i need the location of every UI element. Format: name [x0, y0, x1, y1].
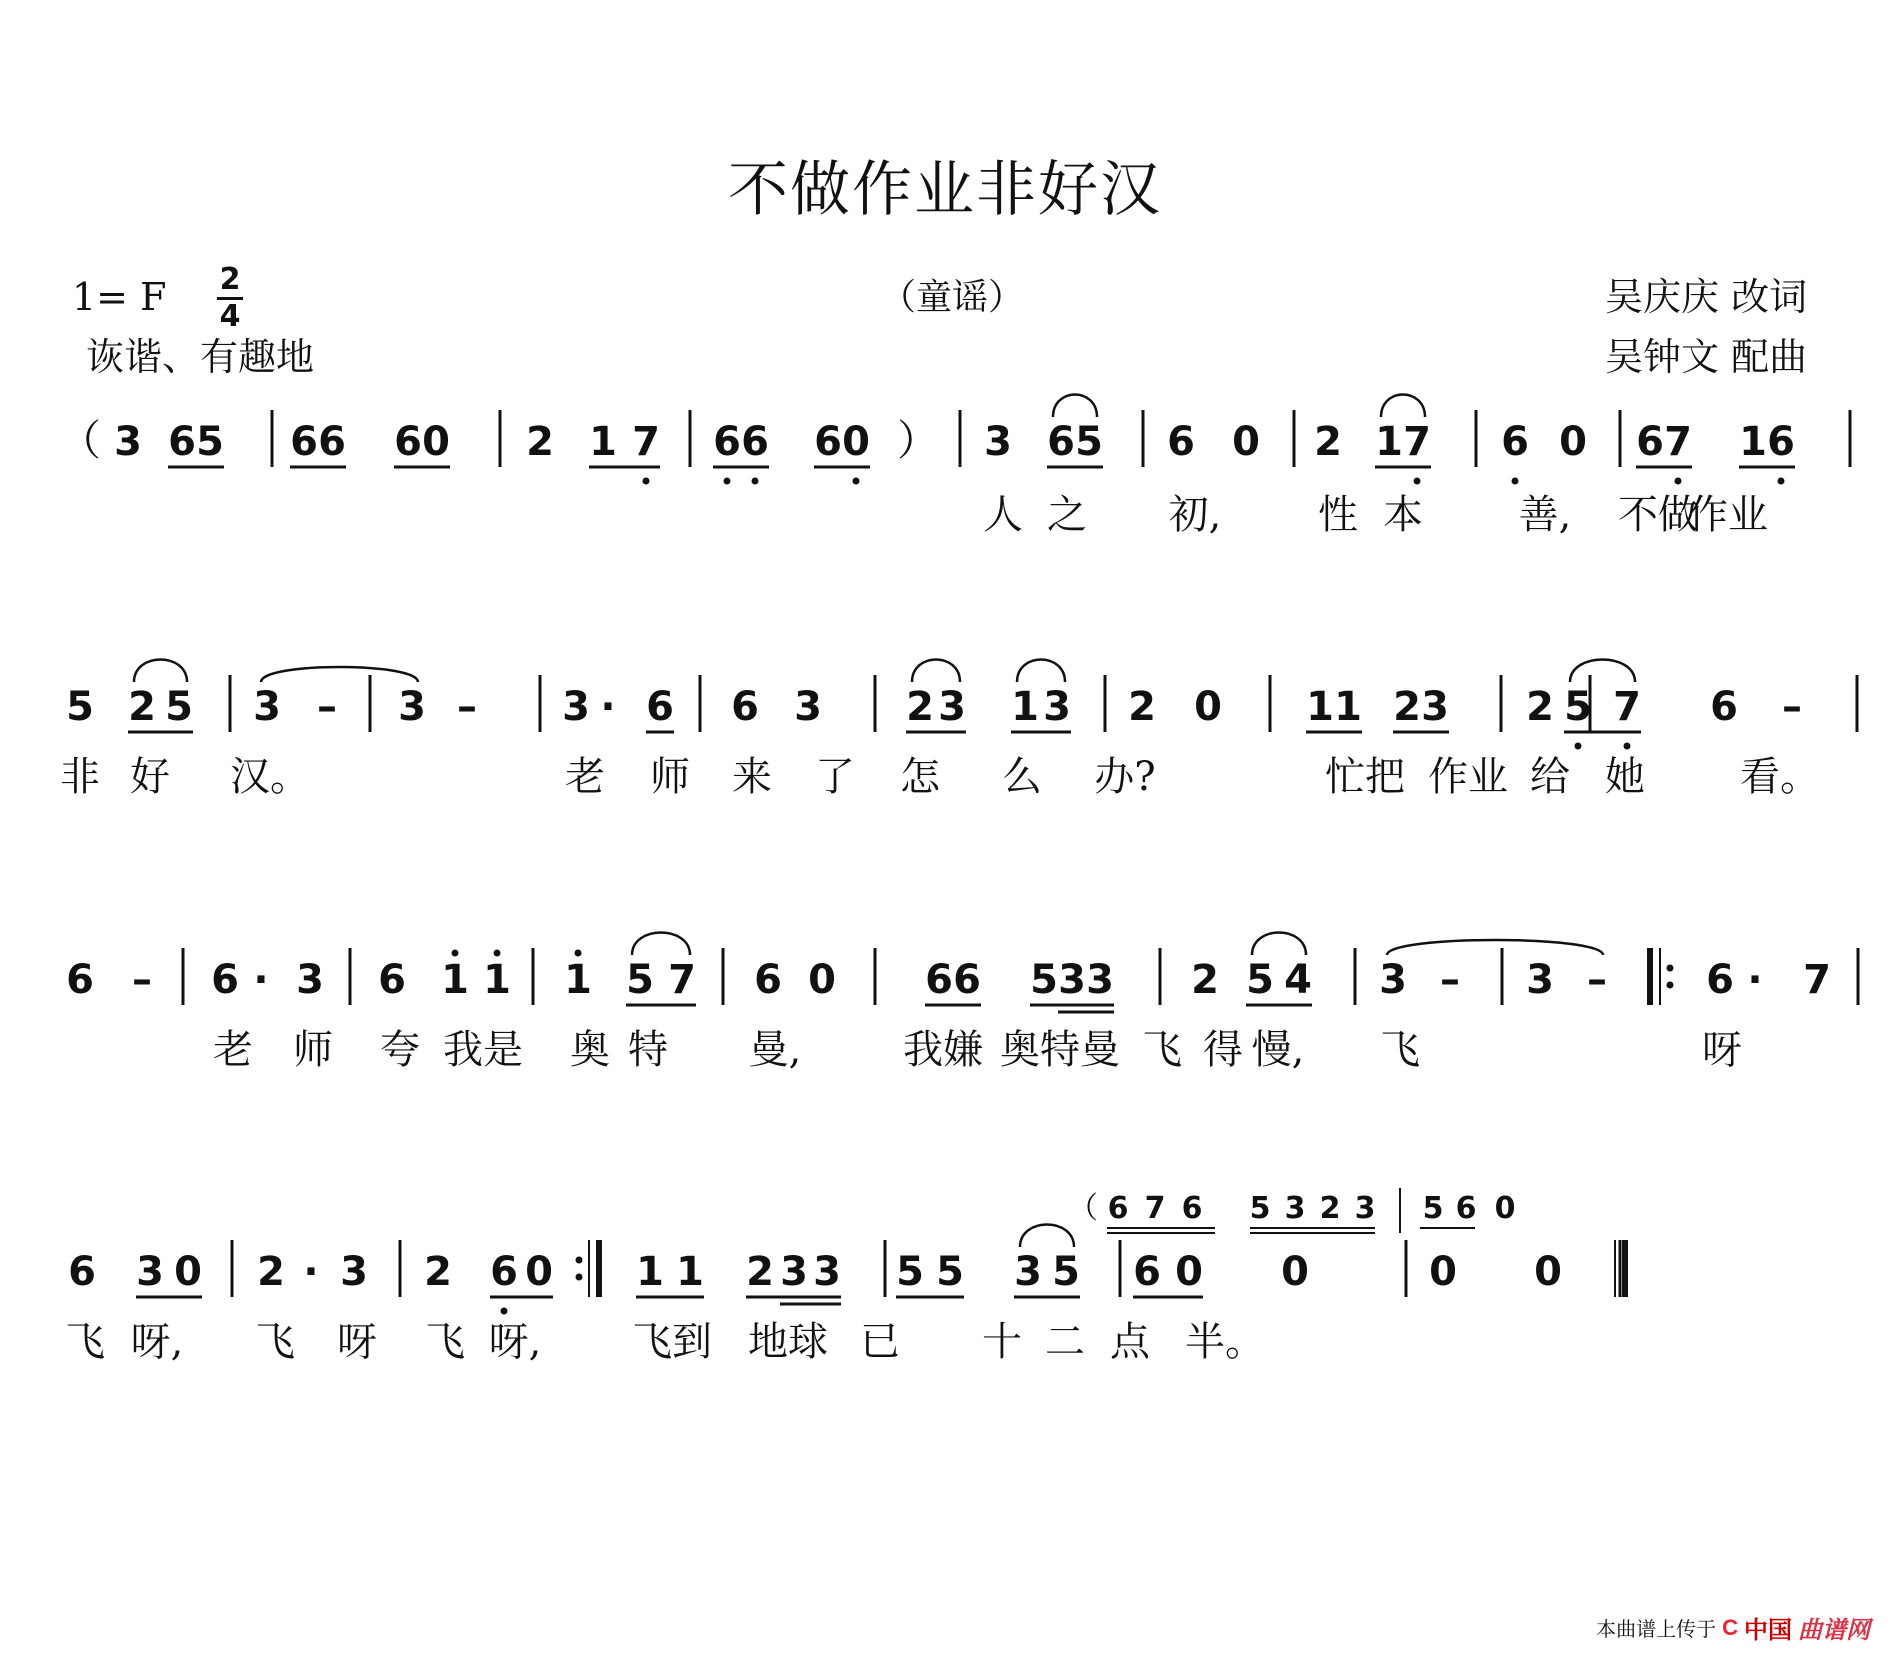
note: 3	[136, 1249, 164, 1295]
lyric: 老	[213, 1027, 253, 1073]
note: 5	[66, 684, 94, 730]
note: 0	[174, 1249, 202, 1295]
note: 0	[808, 957, 836, 1003]
note: 3	[938, 684, 966, 730]
logo-part-1: 中国	[1744, 1617, 1792, 1644]
lyric: 非	[60, 754, 100, 800]
note: 6	[1133, 1249, 1161, 1295]
note: 0	[525, 1249, 553, 1295]
note: 3	[794, 684, 822, 730]
note: 2	[424, 1249, 452, 1295]
note: 6	[731, 684, 759, 730]
note: 6	[741, 419, 769, 465]
low-octave-dot	[1675, 478, 1682, 485]
repeat-dot	[1667, 982, 1674, 989]
composer-credit: 吴钟文 配曲	[1605, 335, 1808, 379]
interlude-note: 3	[1354, 1191, 1376, 1226]
note: 2	[746, 1249, 774, 1295]
lyric: 之	[1047, 492, 1087, 538]
note: 3	[1058, 957, 1086, 1003]
note: 7	[1403, 419, 1431, 465]
note: 6	[713, 419, 741, 465]
note: 1	[564, 957, 592, 1003]
slur	[1252, 933, 1306, 956]
note: 6	[1706, 957, 1734, 1003]
note: 6	[1636, 419, 1664, 465]
lyric: 善,	[1518, 492, 1572, 538]
interlude-note: 5	[1422, 1191, 1444, 1226]
note: 1	[636, 1249, 664, 1295]
note: ·	[1747, 957, 1763, 1003]
slur	[1381, 395, 1425, 418]
lyric: 人	[983, 492, 1023, 538]
note: 3	[984, 419, 1012, 465]
note: 5	[896, 1249, 924, 1295]
note: 3	[1526, 957, 1554, 1003]
logo-part-2: 曲谱网	[1798, 1617, 1870, 1644]
note: 6	[754, 957, 782, 1003]
repeat-dot	[1667, 965, 1674, 972]
key-signature: 1= F	[72, 275, 167, 319]
note: 3	[398, 684, 426, 730]
note: 5	[626, 957, 654, 1003]
lyric: 飞	[1380, 1027, 1420, 1073]
lyric: 点	[1110, 1319, 1150, 1365]
note: 5	[1030, 957, 1058, 1003]
high-octave-dot	[575, 950, 582, 957]
repeat-dot	[576, 1257, 583, 1264]
note: 1	[1375, 419, 1403, 465]
note: 5	[196, 419, 224, 465]
note: ·	[303, 1249, 319, 1295]
note: 3	[780, 1249, 808, 1295]
note: 3	[253, 684, 281, 730]
repeat-dot	[576, 1274, 583, 1281]
note: 6	[378, 957, 406, 1003]
note: 7	[1613, 684, 1641, 730]
lyric: 飞	[425, 1319, 465, 1365]
note: 2	[1314, 419, 1342, 465]
note: 3	[562, 684, 590, 730]
lyric: 性	[1318, 492, 1358, 538]
note: 5	[936, 1249, 964, 1295]
high-octave-dot	[452, 950, 459, 957]
note: ）	[896, 416, 940, 465]
lyric: 飞到	[632, 1319, 712, 1365]
note: 5	[165, 684, 193, 730]
note: 1	[483, 957, 511, 1003]
slur	[632, 933, 690, 956]
low-octave-dot	[752, 478, 759, 485]
tie	[261, 667, 418, 682]
lyric: 飞	[255, 1319, 295, 1365]
slur	[1017, 660, 1065, 683]
site-logo-icon: C	[1722, 1614, 1738, 1640]
lyric: 地球	[748, 1319, 828, 1365]
note: 6	[1501, 419, 1529, 465]
lyric: 看。	[1740, 754, 1820, 800]
lyric: 作业	[1688, 492, 1768, 538]
time-denominator: 4	[219, 299, 241, 334]
note: 6	[394, 419, 422, 465]
lyric: 呀	[337, 1319, 377, 1365]
note: 3	[1379, 957, 1407, 1003]
note: 1	[676, 1249, 704, 1295]
interlude-note: 6	[1455, 1191, 1477, 1226]
note: 2	[906, 684, 934, 730]
note: 2	[1128, 684, 1156, 730]
note: 6	[1767, 419, 1795, 465]
note: 7	[668, 957, 696, 1003]
note: –	[317, 684, 337, 730]
interlude-note: 6	[1181, 1191, 1203, 1226]
lyric: 奥特曼	[1000, 1027, 1120, 1073]
note: 5	[1564, 684, 1592, 730]
note: 6	[211, 957, 239, 1003]
note: 3	[296, 957, 324, 1003]
low-octave-dot	[1512, 478, 1519, 485]
note: 1	[1334, 684, 1362, 730]
lyricist-credit: 吴庆庆 改词	[1605, 275, 1808, 319]
note: 1	[589, 419, 617, 465]
note: 3	[813, 1249, 841, 1295]
note: 6	[1710, 684, 1738, 730]
slur	[912, 660, 960, 683]
interlude-note: 5	[1249, 1191, 1271, 1226]
lyric: 么	[1002, 754, 1042, 800]
lyric: 初,	[1168, 492, 1222, 538]
note: 1	[441, 957, 469, 1003]
lyric: 特	[628, 1027, 668, 1073]
lyric: 忙把	[1325, 754, 1405, 800]
low-octave-dot	[724, 478, 731, 485]
lyric: 得	[1203, 1027, 1243, 1073]
note: 5	[1246, 957, 1274, 1003]
note: –	[457, 684, 477, 730]
note: 6	[490, 1249, 518, 1295]
low-octave-dot	[853, 478, 860, 485]
note: –	[132, 957, 152, 1003]
low-octave-dot	[501, 1308, 508, 1315]
note: 2	[1526, 684, 1554, 730]
lyric: 飞	[1142, 1027, 1182, 1073]
note: 6	[1047, 419, 1075, 465]
interlude-note: 0	[1494, 1191, 1516, 1226]
lyric: 夸	[380, 1027, 420, 1073]
lyric: 慢,	[1251, 1027, 1305, 1073]
note: 5	[1052, 1249, 1080, 1295]
lyric: 二	[1045, 1319, 1085, 1365]
interlude-note: 6	[1107, 1191, 1129, 1226]
slur	[1570, 660, 1635, 683]
lyric: 了	[815, 754, 855, 800]
note: 0	[1175, 1249, 1203, 1295]
lyric: 我嫌	[903, 1027, 983, 1073]
note: 6	[953, 957, 981, 1003]
note: 2	[128, 684, 156, 730]
slur	[1053, 395, 1097, 418]
song-title: 不做作业非好汉	[728, 155, 1162, 225]
note: 3	[1086, 957, 1114, 1003]
lyric: 已	[860, 1319, 900, 1365]
interlude-note: 7	[1144, 1191, 1166, 1226]
note: 6	[68, 1249, 96, 1295]
lyric: 老	[565, 754, 605, 800]
note: 5	[1075, 419, 1103, 465]
note: 4	[1284, 957, 1312, 1003]
note: 6	[814, 419, 842, 465]
low-octave-dot	[1624, 743, 1631, 750]
note: 7	[1803, 957, 1831, 1003]
note: 7	[632, 419, 660, 465]
note: 1	[1739, 419, 1767, 465]
note: （	[58, 416, 102, 465]
interlude-note: （	[1068, 1191, 1098, 1226]
lyric: 作业	[1428, 754, 1508, 800]
watermark	[1596, 1610, 1870, 1645]
lyric: 办?	[1094, 754, 1156, 800]
lyric: 汉。	[230, 754, 310, 800]
note: 2	[1191, 957, 1219, 1003]
lyric: 本	[1383, 492, 1423, 538]
note: 6	[66, 957, 94, 1003]
note: 6	[925, 957, 953, 1003]
note: 0	[1429, 1249, 1457, 1295]
lyric: 不做	[1618, 492, 1698, 538]
low-octave-dot	[1414, 478, 1421, 485]
note: –	[1440, 957, 1460, 1003]
note: 0	[842, 419, 870, 465]
note: 2	[526, 419, 554, 465]
note: 3	[1043, 684, 1071, 730]
slur	[1020, 1225, 1074, 1248]
note: –	[1587, 957, 1607, 1003]
note: 3	[1421, 684, 1449, 730]
note: 6	[290, 419, 318, 465]
low-octave-dot	[643, 478, 650, 485]
lyric: 她	[1605, 754, 1645, 800]
lyric: 好	[130, 754, 170, 800]
note: 6	[168, 419, 196, 465]
lyric: 怎	[900, 754, 940, 800]
note: –	[1782, 684, 1802, 730]
note: 1	[1011, 684, 1039, 730]
note: 6	[646, 684, 674, 730]
lyric: 我是	[443, 1027, 523, 1073]
note: 6	[318, 419, 346, 465]
note: 2	[257, 1249, 285, 1295]
lyric: 飞	[65, 1319, 105, 1365]
low-octave-dot	[1575, 743, 1582, 750]
watermark-text: 本曲谱上传于	[1596, 1619, 1717, 1641]
lyric: 十	[982, 1319, 1022, 1365]
lyric: 师	[650, 754, 690, 800]
slur	[134, 660, 187, 683]
lyric: 呀	[1702, 1027, 1742, 1073]
note: 0	[1534, 1249, 1562, 1295]
genre-label: （童谣）	[880, 277, 1025, 318]
note: 7	[1664, 419, 1692, 465]
note: 6	[1167, 419, 1195, 465]
high-octave-dot	[494, 950, 501, 957]
lyric: 来	[732, 754, 772, 800]
lyric: 呀,	[130, 1319, 184, 1365]
note: 2	[1393, 684, 1421, 730]
lyric: 曼,	[748, 1027, 802, 1073]
note: 3	[1014, 1249, 1042, 1295]
time-numerator: 2	[219, 262, 241, 297]
low-octave-dot	[1778, 478, 1785, 485]
tie	[1387, 940, 1603, 955]
note: 0	[1559, 419, 1587, 465]
note: 3	[114, 419, 142, 465]
tempo-marking: 诙谐、有趣地	[86, 335, 315, 379]
note: ·	[253, 957, 269, 1003]
lyric: 半。	[1185, 1319, 1265, 1365]
lyric: 呀,	[488, 1319, 542, 1365]
note: 0	[422, 419, 450, 465]
lyric: 师	[293, 1027, 333, 1073]
note: 0	[1281, 1249, 1309, 1295]
note: 0	[1232, 419, 1260, 465]
lyric: 奥	[570, 1027, 610, 1073]
note: 0	[1194, 684, 1222, 730]
note: ·	[600, 684, 616, 730]
note: 1	[1306, 684, 1334, 730]
interlude-note: 2	[1319, 1191, 1341, 1226]
interlude-note: 3	[1284, 1191, 1306, 1226]
note: 3	[340, 1249, 368, 1295]
lyric: 给	[1530, 754, 1570, 800]
